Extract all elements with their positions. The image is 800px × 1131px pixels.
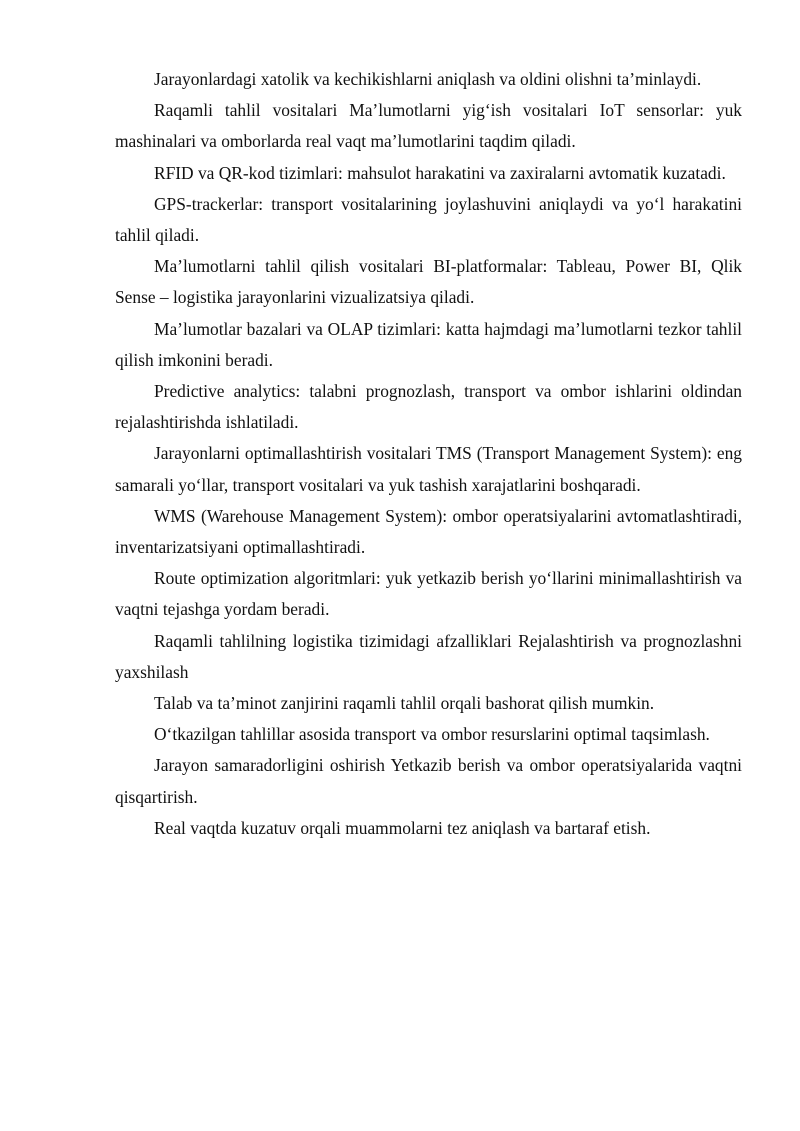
paragraph-3: RFID va QR-kod tizimlari: mahsulot harakatini va zaxiralarni avtomatik kuzatadi.: [154, 162, 726, 183]
paragraph-10: Route optimization algoritmlari: yuk yetkazib berish yo‘llarini minimallashtirish va vaqtni tejashga yordam beradi.: [115, 568, 742, 620]
paragraph-6: Ma’lumotlar bazalari va OLAP tizimlari: katta hajmdagi ma’lumotlarni tezkor tahlil qilish imkonini beradi.: [115, 318, 742, 370]
document-page: [115, 64, 742, 844]
paragraph-7: Predictive analytics: talabni prognozlash, transport va ombor ishlarini oldindan rejalashtirishda ishlatiladi.: [115, 381, 742, 433]
paragraph-13: O‘tkazilgan tahlillar asosida transport va ombor resurslarini optimal taqsimlash.: [154, 724, 710, 745]
paragraph-14: Jarayon samaradorligini oshirish Yetkazib berish va ombor operatsiyalarida vaqtni qisqartirish.: [115, 755, 742, 807]
paragraph-15: Real vaqtda kuzatuv orqali muammolarni tez aniqlash va bartaraf etish.: [154, 817, 651, 838]
paragraph-5: Ma’lumotlarni tahlil qilish vositalari BI-platformalar: Tableau, Power BI, Qlik Sense – logistika jarayonlarini vizualizatsiya qiladi.: [115, 256, 742, 308]
paragraph-2: Raqamli tahlil vositalari Ma’lumotlarni yig‘ish vositalari IoT sensorlar: yuk mashinalari va omborlarda real vaqt ma’lumotlarini taqdim qiladi.: [115, 100, 742, 152]
paragraph-11: Raqamli tahlilning logistika tizimidagi afzalliklari Rejalashtirish va prognozlashni yaxshilash: [115, 630, 742, 682]
paragraph-8: Jarayonlarni optimallashtirish vositalari TMS (Transport Management System): eng samarali yo‘llar, transport vositalari va yuk tashish xarajatlarini boshqaradi.: [115, 443, 742, 495]
paragraph-9: WMS (Warehouse Management System): ombor operatsiyalarini avtomatlashtiradi, inventarizatsiyani optimallashtiradi.: [115, 505, 742, 558]
paragraph-4: GPS-trackerlar: transport vositalarining joylashuvini aniqlaydi va yo‘l harakatini tahlil qiladi.: [115, 193, 742, 246]
paragraph-12: Talab va ta’minot zanjirini raqamli tahlil orqali bashorat qilish mumkin.: [154, 693, 655, 714]
paragraph-1: Jarayonlardagi xatolik va kechikishlarni aniqlash va oldini olishni ta’minlaydi.: [154, 69, 702, 89]
